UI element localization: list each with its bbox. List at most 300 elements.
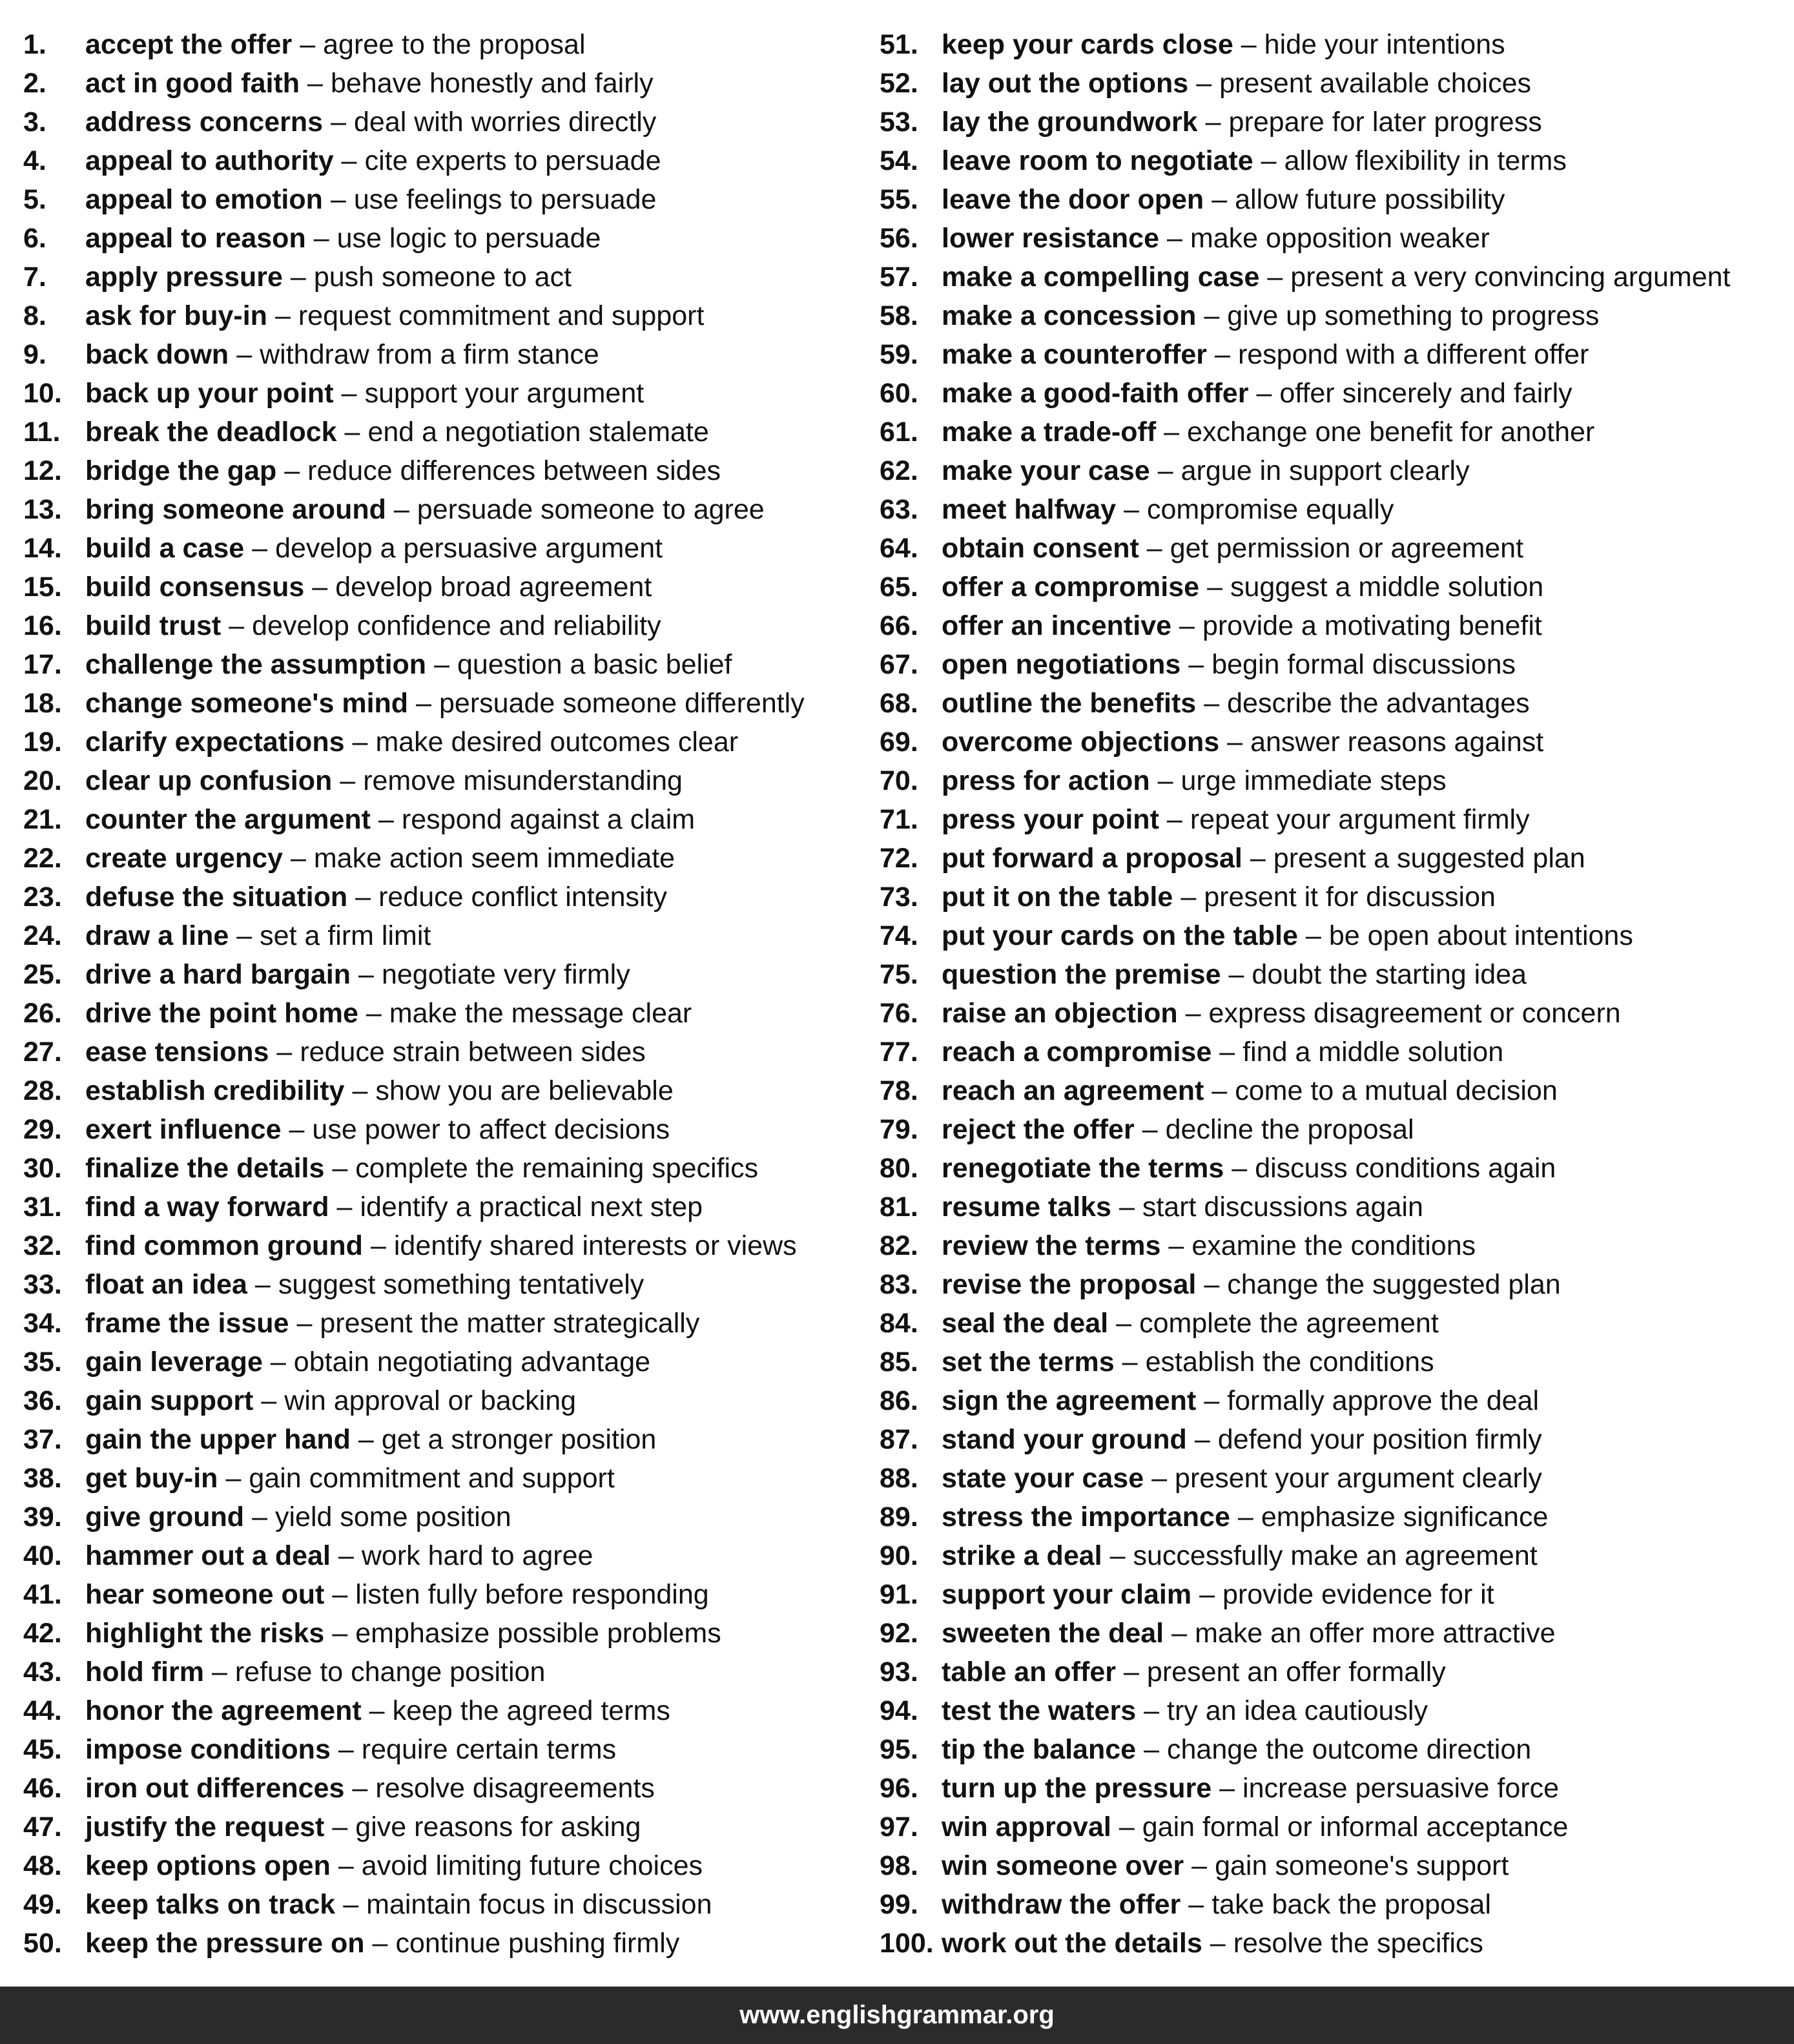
item-term: frame the issue [85,1308,289,1339]
item-definition: request commitment and support [298,300,705,331]
item-number: 47. [23,1812,62,1843]
item-term: make a trade-off [942,417,1157,448]
list-item [880,296,1784,335]
item-definition: avoid limiting future choices [361,1850,703,1881]
item-term: put it on the table [942,882,1173,913]
item-separator: – [1232,1153,1248,1184]
item-definition: get a stronger position [381,1424,657,1455]
item-term: keep talks on track [85,1889,336,1920]
item-separator: – [1199,1579,1215,1610]
item-separator: – [1191,1850,1208,1881]
item-term: draw a line [85,920,229,951]
list-item [880,1924,1784,1963]
item-number: 54. [880,145,918,176]
item-definition: defend your position firmly [1217,1424,1542,1455]
list-item [23,103,882,141]
item-separator: – [236,339,253,370]
item-term: put forward a proposal [942,843,1242,874]
item-term: work out the details [942,1928,1202,1959]
item-definition: prepare for later progress [1228,107,1542,138]
item-number: 15. [23,572,62,603]
item-number: 16. [23,610,62,641]
item-number: 98. [880,1850,918,1881]
item-term: bridge the gap [85,455,277,486]
item-number: 90. [880,1540,918,1571]
item-definition: change the suggested plan [1227,1269,1561,1300]
item-separator: – [1188,1889,1204,1920]
item-number: 65. [880,572,918,603]
item-term: press your point [942,804,1159,835]
item-term: review the terms [942,1230,1161,1261]
item-separator: – [1219,1037,1235,1068]
list-item [880,955,1784,994]
item-term: gain support [85,1385,254,1416]
item-number: 93. [880,1657,918,1688]
item-number: 10. [23,378,62,409]
item-number: 3. [23,107,46,138]
footer-website[interactable]: www.englishgrammar.org [739,2001,1055,2029]
item-number: 13. [23,494,62,525]
item-term: revise the proposal [942,1269,1197,1300]
item-term: build trust [85,610,222,641]
item-definition: answer reasons against [1250,727,1544,758]
item-number: 4. [23,145,46,176]
item-term: leave room to negotiate [942,145,1253,176]
item-separator: – [261,1385,277,1416]
item-separator: – [372,1928,388,1959]
item-separator: – [1196,68,1212,99]
item-definition: make action seem immediate [313,843,675,874]
list-item [880,568,1784,606]
item-separator: – [254,1269,271,1300]
item-definition: win approval or backing [284,1385,577,1416]
item-number: 20. [23,765,62,796]
item-number: 80. [880,1153,918,1184]
item-definition: use logic to persuade [336,223,601,254]
item-definition: emphasize significance [1261,1502,1549,1533]
item-definition: decline the proposal [1165,1114,1414,1145]
item-separator: – [369,1695,385,1726]
item-definition: offer sincerely and fairly [1279,378,1572,409]
item-separator: – [1261,145,1277,176]
item-number: 21. [23,804,62,835]
item-separator: – [1109,1540,1126,1571]
item-definition: keep the agreed terms [392,1695,670,1726]
item-number: 30. [23,1153,62,1184]
list-item [23,1614,882,1653]
list-item [880,141,1784,180]
item-term: find common ground [85,1230,363,1261]
item-definition: hide your intentions [1264,29,1505,60]
item-number: 92. [880,1618,918,1649]
list-item [880,258,1784,296]
item-number: 55. [880,184,918,215]
item-term: keep your cards close [942,29,1233,60]
item-definition: provide evidence for it [1222,1579,1494,1610]
item-separator: – [270,1347,286,1378]
item-number: 78. [880,1075,918,1106]
item-number: 23. [23,882,62,913]
item-separator: – [1188,649,1204,680]
list-item [23,1808,882,1846]
item-definition: negotiate very firmly [381,959,630,990]
item-separator: – [370,1230,386,1261]
item-number: 19. [23,727,62,758]
item-number: 14. [23,533,62,564]
item-term: appeal to emotion [85,184,323,215]
item-term: appeal to reason [85,223,306,254]
item-separator: – [332,1153,348,1184]
list-item [880,761,1784,800]
list-item [23,25,882,64]
item-term: highlight the risks [85,1618,325,1649]
item-separator: – [1119,1812,1135,1843]
item-number: 29. [23,1114,62,1145]
item-definition: discuss conditions again [1255,1153,1556,1184]
list-item [23,1885,882,1924]
item-term: outline the benefits [942,688,1197,719]
list-item [23,723,882,761]
item-definition: present a suggested plan [1273,843,1585,874]
item-term: press for action [942,765,1150,796]
list-item [880,64,1784,103]
item-separator: – [330,184,346,215]
item-term: float an idea [85,1269,247,1300]
item-definition: agree to the proposal [323,29,586,60]
list-item [23,1691,882,1730]
item-definition: respond against a claim [401,804,696,835]
item-separator: – [1144,1695,1160,1726]
item-separator: – [252,533,268,564]
item-separator: – [1219,1773,1235,1804]
item-number: 7. [23,262,46,293]
item-definition: remove misunderstanding [363,765,683,796]
item-term: defuse the situation [85,882,348,913]
item-number: 49. [23,1889,62,1920]
item-separator: – [332,1579,348,1610]
item-term: question the premise [942,959,1221,990]
item-separator: – [1166,804,1182,835]
item-number: 42. [23,1618,62,1649]
item-separator: – [332,1812,348,1843]
item-separator: – [1122,1347,1138,1378]
item-term: justify the request [85,1812,325,1843]
item-definition: find a middle solution [1242,1037,1504,1068]
item-separator: – [358,1424,374,1455]
item-number: 61. [880,417,918,448]
item-separator: – [1305,920,1321,951]
item-definition: repeat your argument firmly [1190,804,1530,835]
item-separator: – [332,1618,348,1649]
item-number: 77. [880,1037,918,1068]
item-definition: compromise equally [1146,494,1394,525]
list-item [23,1653,882,1691]
list-item [23,1459,882,1498]
item-term: build a case [85,533,245,564]
list-item [23,1110,882,1149]
list-item [880,1614,1784,1653]
item-separator: – [338,1734,354,1765]
item-term: reject the offer [942,1114,1135,1145]
item-definition: listen fully before responding [355,1579,709,1610]
item-definition: make opposition weaker [1190,223,1490,254]
list-item [23,878,882,916]
list-item [23,684,882,723]
list-item [23,296,882,335]
item-separator: – [1250,843,1266,874]
item-definition: support your argument [364,378,644,409]
item-definition: persuade someone differently [439,688,805,719]
list-item [880,1420,1784,1459]
list-item [880,606,1784,645]
list-item [880,994,1784,1033]
item-separator: – [229,610,245,641]
item-term: support your claim [942,1579,1192,1610]
item-separator: – [1215,339,1230,370]
item-number: 74. [880,920,918,951]
item-number: 85. [880,1347,918,1378]
list-item [23,1846,882,1885]
list-item [880,1846,1784,1885]
list-item [23,800,882,839]
item-separator: – [1207,572,1222,603]
item-term: make a good-faith offer [942,378,1249,409]
item-separator: – [352,1773,368,1804]
list-item [880,374,1784,413]
list-item [23,490,882,529]
right-column [880,25,1784,1963]
item-separator: – [1181,882,1197,913]
item-definition: persuade someone to agree [417,494,765,525]
item-separator: – [336,1192,353,1223]
item-number: 57. [880,262,918,293]
item-definition: maintain focus in discussion [366,1889,712,1920]
list-item [23,994,882,1033]
item-definition: doubt the starting idea [1252,959,1527,990]
list-item [23,1265,882,1304]
item-separator: – [1171,1618,1188,1649]
item-definition: deal with worries directly [353,107,657,138]
item-definition: develop broad agreement [335,572,652,603]
item-definition: reduce differences between sides [307,455,721,486]
item-number: 32. [23,1230,62,1261]
item-term: reach a compromise [942,1037,1212,1068]
list-item [880,529,1784,568]
list-item [880,1071,1784,1110]
item-separator: – [1237,1502,1253,1533]
item-term: clear up confusion [85,765,333,796]
item-definition: change the outcome direction [1167,1734,1532,1765]
item-number: 46. [23,1773,62,1804]
item-definition: reduce strain between sides [300,1037,646,1068]
item-separator: – [331,107,346,138]
item-definition: examine the conditions [1191,1230,1476,1261]
list-item [880,1304,1784,1343]
item-separator: – [355,882,371,913]
item-definition: describe the advantages [1227,688,1530,719]
item-number: 50. [23,1928,62,1959]
item-term: break the deadlock [85,417,337,448]
list-item [880,1769,1784,1808]
item-term: apply pressure [85,262,283,293]
list-item [880,684,1784,723]
item-definition: come to a mutual decision [1235,1075,1558,1106]
item-term: put your cards on the table [942,920,1298,951]
item-separator: – [1119,1192,1135,1223]
item-definition: get permission or agreement [1170,533,1524,564]
item-term: reach an agreement [942,1075,1204,1106]
item-separator: – [1179,610,1195,641]
item-number: 72. [880,843,918,874]
item-number: 45. [23,1734,62,1765]
list-item [880,1265,1784,1304]
item-number: 48. [23,1850,62,1881]
item-term: ask for buy-in [85,300,267,331]
item-separator: – [1124,1657,1139,1688]
item-number: 34. [23,1308,62,1339]
item-separator: – [1227,727,1243,758]
item-number: 62. [880,455,918,486]
item-separator: – [352,1075,368,1106]
item-number: 63. [880,494,918,525]
list-item [23,141,882,180]
list-item [880,1653,1784,1691]
item-separator: – [276,1037,293,1068]
item-term: make a counteroffer [942,339,1208,370]
item-separator: – [307,68,323,99]
list-item [880,1033,1784,1071]
item-separator: – [313,223,329,254]
item-number: 83. [880,1269,918,1300]
item-separator: – [1211,1075,1228,1106]
item-separator: – [1256,378,1272,409]
item-number: 44. [23,1695,62,1726]
item-separator: – [1204,688,1220,719]
list-item [880,335,1784,374]
list-item [23,529,882,568]
item-definition: present the matter strategically [320,1308,700,1339]
left-column [23,25,882,1963]
item-term: change someone's mind [85,688,409,719]
item-definition: exchange one benefit for another [1187,417,1595,448]
list-item [23,374,882,413]
item-separator: – [1157,765,1173,796]
item-term: back down [85,339,229,370]
item-separator: – [1168,1230,1184,1261]
list-item [23,1343,882,1381]
item-definition: work hard to agree [361,1540,593,1571]
item-definition: make the message clear [389,998,692,1029]
list-item [23,1498,882,1536]
item-separator: – [378,804,394,835]
item-number: 5. [23,184,46,215]
item-term: act in good faith [85,68,300,99]
item-separator: – [1194,1424,1210,1455]
item-definition: begin formal discussions [1211,649,1516,680]
item-number: 94. [880,1695,918,1726]
item-term: get buy-in [85,1463,218,1494]
item-number: 51. [880,29,918,60]
list-item [23,1575,882,1614]
item-term: challenge the assumption [85,649,427,680]
item-term: counter the argument [85,804,371,835]
item-separator: – [284,455,300,486]
item-definition: cite experts to persuade [364,145,661,176]
list-item [23,1420,882,1459]
item-term: leave the door open [942,184,1204,215]
item-term: lay out the options [942,68,1189,99]
item-separator: – [1164,417,1180,448]
list-item [23,1304,882,1343]
item-separator: – [1228,959,1244,990]
item-separator: – [252,1502,267,1533]
item-number: 76. [880,998,918,1029]
item-separator: – [236,920,253,951]
item-number: 12. [23,455,62,486]
item-separator: – [290,843,306,874]
item-number: 35. [23,1347,62,1378]
item-term: withdraw the offer [942,1889,1181,1920]
item-term: impose conditions [85,1734,331,1765]
list-item [880,180,1784,219]
item-term: overcome objections [942,727,1220,758]
item-separator: – [289,1114,305,1145]
item-separator: – [1204,1385,1220,1416]
item-number: 33. [23,1269,62,1300]
item-definition: require certain terms [361,1734,617,1765]
item-number: 88. [880,1463,918,1494]
item-number: 75. [880,959,918,990]
list-item [880,490,1784,529]
item-definition: start discussions again [1142,1192,1423,1223]
item-term: obtain consent [942,533,1139,564]
list-item [880,645,1784,684]
item-term: keep the pressure on [85,1928,365,1959]
item-number: 17. [23,649,62,680]
item-term: hear someone out [85,1579,325,1610]
item-number: 27. [23,1037,62,1068]
item-number: 81. [880,1192,918,1223]
item-number: 59. [880,339,918,370]
item-definition: establish the conditions [1145,1347,1434,1378]
list-item [880,1498,1784,1536]
item-term: drive a hard bargain [85,959,351,990]
item-number: 66. [880,610,918,641]
item-number: 39. [23,1502,62,1533]
item-number: 69. [880,727,918,758]
item-number: 68. [880,688,918,719]
item-separator: – [341,145,357,176]
item-term: open negotiations [942,649,1181,680]
item-separator: – [341,378,357,409]
list-item [23,839,882,878]
item-number: 79. [880,1114,918,1145]
item-definition: gain commitment and support [249,1463,615,1494]
item-definition: express disagreement or concern [1208,998,1621,1029]
item-term: finalize the details [85,1153,325,1184]
list-item [880,1226,1784,1265]
item-number: 71. [880,804,918,835]
item-term: table an offer [942,1657,1116,1688]
item-number: 18. [23,688,62,719]
item-number: 2. [23,68,46,99]
item-term: stand your ground [942,1424,1187,1455]
item-number: 40. [23,1540,62,1571]
item-definition: try an idea cautiously [1167,1695,1428,1726]
item-definition: present available choices [1219,68,1531,99]
footer-bar [0,1987,1794,2044]
item-number: 26. [23,998,62,1029]
